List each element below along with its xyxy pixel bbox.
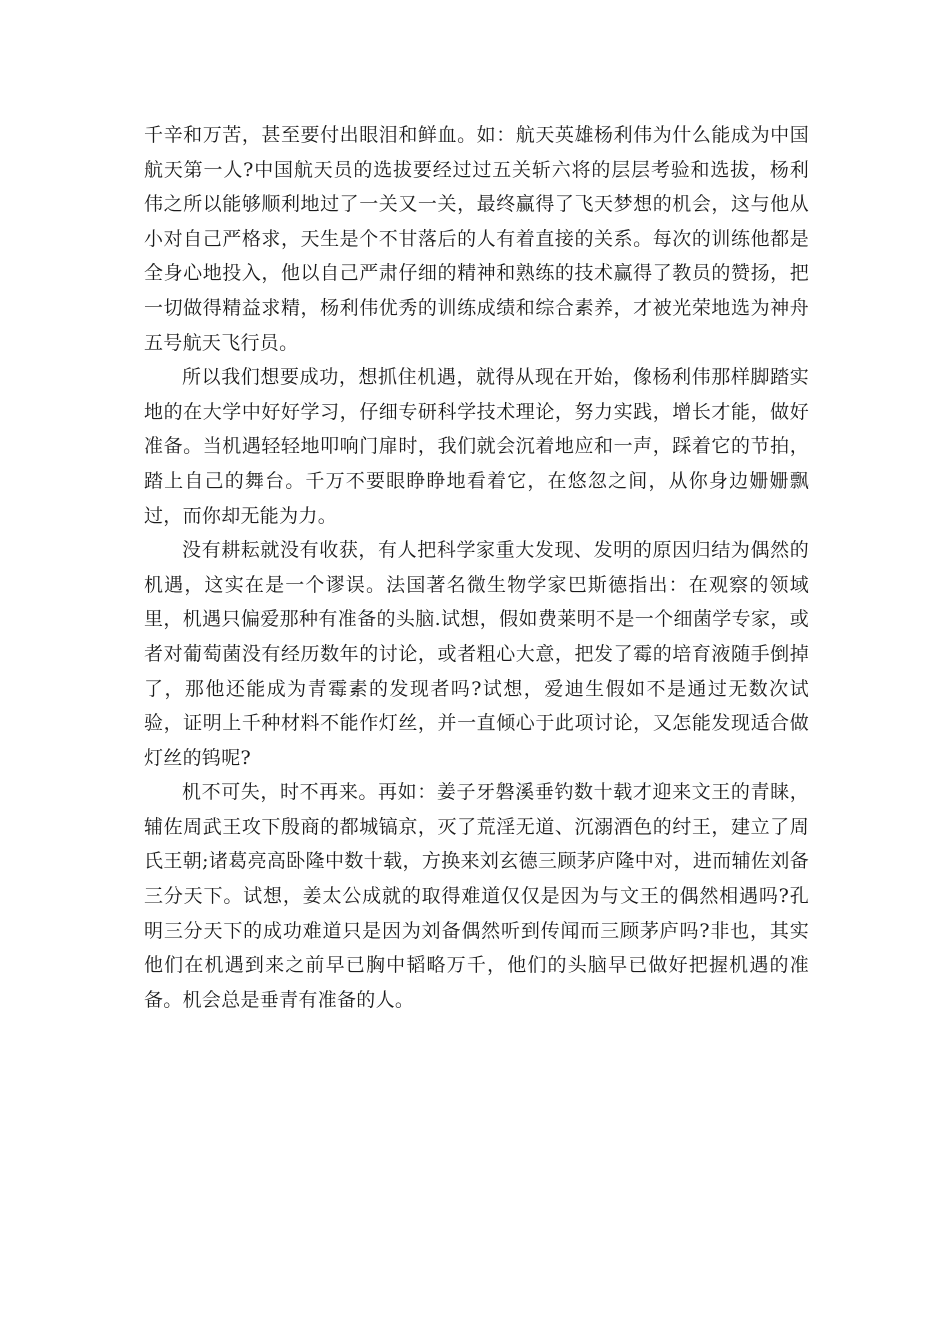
paragraph-1: 千辛和万苦，甚至要付出眼泪和鲜血。如：航天英雄杨利伟为什么能成为中国航天第一人?中国航天员的选拔要经过过五关斩六将的层层考验和选拔，杨利伟之所以能够顺利地过了一关又一关，最终赢得了飞天梦想的机会，这与他从小对自己严格求，天生是个不甘落后的人有着直接的关系。每次的训练他都是全身心地投入，他以自己严肃仔细的精神和熟练的技术赢得了教员的赞扬，把一切做得精益求精，杨利伟优秀的训练成绩和综合素养，才被光荣地选为神舟五号航天飞行员。 — [144, 124, 809, 354]
paragraph-3: 没有耕耘就没有收获，有人把科学家重大发现、发明的原因归结为偶然的机遇，这实在是一个谬误。法国著名微生物学家巴斯德指出：在观察的领域里，机遇只偏爱那种有准备的头脑.试想，假如费莱明不是一个细菌学专家，或者对葡萄菌没有经历数年的讨论，或者粗心大意，把发了霉的培育液随手倒掉了，那他还能成为青霉素的发现者吗?试想，爱迪生假如不是通过无数次试验，证明上千种材料不能作灯丝，并一直倾心于此项讨论，又怎能发现适合做灯丝的钨呢? — [144, 539, 809, 769]
paragraph-4: 机不可失，时不再来。再如：姜子牙磐溪垂钓数十载才迎来文王的青睐，辅佐周武王攻下殷商的都城镐京，灭了荒淫无道、沉溺酒色的纣王，建立了周氏王朝;诸葛亮高卧隆中数十载，方换来刘玄德三顾茅庐隆中对，进而辅佐刘备三分天下。试想，姜太公成就的取得难道仅仅是因为与文王的偶然相遇吗?孔明三分天下的成功难道只是因为刘备偶然听到传闻而三顾茅庐吗?非也，其实他们在机遇到来之前早已胸中韬略万千，他们的头脑早已做好把握机遇的准备。机会总是垂青有准备的人。 — [144, 781, 809, 1011]
paragraph-2: 所以我们想要成功，想抓住机遇，就得从现在开始，像杨利伟那样脚踏实地的在大学中好好学习，仔细专研科学技术理论，努力实践，增长才能，做好准备。当机遇轻轻地叩响门扉时，我们就会沉着地应和一声，踩着它的节拍，踏上自己的舞台。千万不要眼睁睁地看着它，在悠忽之间，从你身边姗姗飘过，而你却无能为力。 — [144, 366, 809, 527]
document-body — [144, 118, 809, 1017]
